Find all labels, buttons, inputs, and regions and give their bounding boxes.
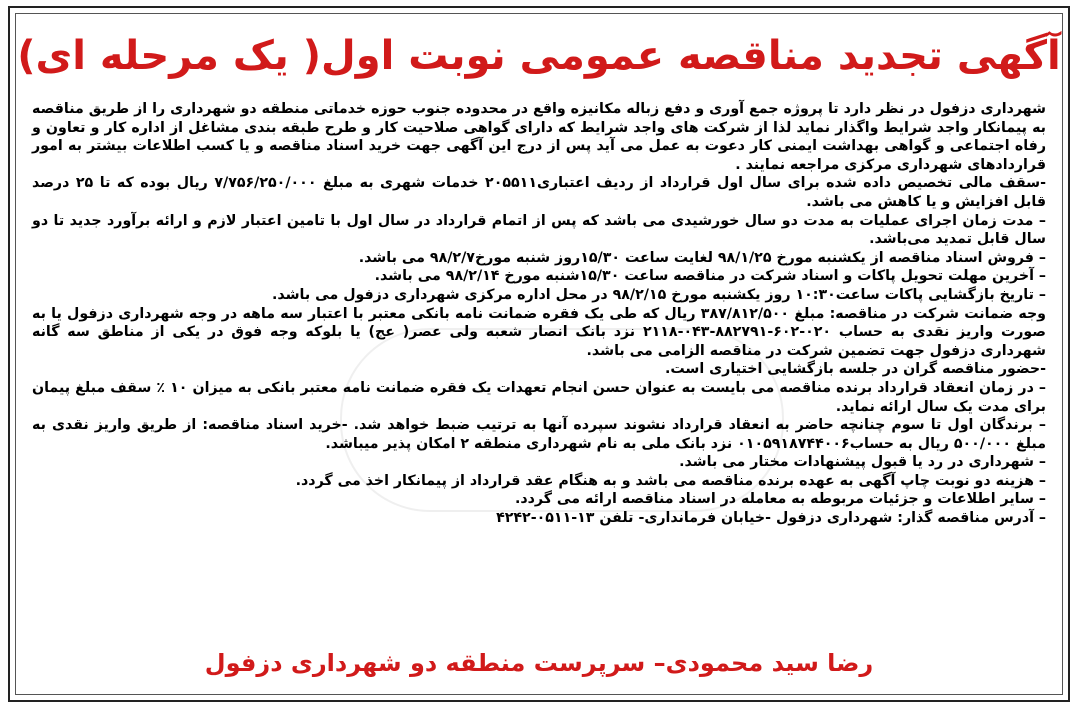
signature-line: رضا سید محمودی– سرپرست منطقه دو شهرداری دزفول: [204, 649, 874, 677]
paragraph-winners: – برندگان اول تا سوم چنانچه حاضر به انعقاد قرارداد نشوند سپرده آنها به ترتیب ضبط خواهد شد. -خرید اسناد مناقصه: از طریق واریز نقدی به مبلغ ۵۰۰/۰۰۰ ریال به حساب۰۱۰۵۹۱۸۷۴۴۰۰۶ نزد بانک ملی به نام شهرداری منطقه ۲ امکان پذیر میباشد.: [32, 417, 1046, 452]
paragraph-performance-bond: – در زمان انعقاد قرارداد برنده مناقصه می بایست به عنوان حسن انجام تعهدات یک فقره ضمانت نامه معتبر بانکی به میزان ۱۰ ٪ سقف مبلغ پیمان برای مدت یک سال ارائه نماید.: [32, 379, 1046, 415]
paragraph-duration: – مدت زمان اجرای عملیات به مدت دو سال خورشیدی می باشد که پس از اتمام قرارداد در سال اول با تامین اعتبار لازم و ارائه برآورد جدید تا دو سال قابل تمدید می‌باشد.: [32, 212, 1046, 248]
paragraph-rights: – شهرداری در رد یا قبول پیشنهادات مختار می باشد.: [679, 454, 1046, 471]
paragraph-deadline: – آخرین مهلت تحویل پاکات و اسناد شرکت در مناقصه ساعت ۱۵/۳۰شنبه مورخ ۹۸/۲/۱۴ می باشد.: [374, 268, 1046, 285]
paragraph-opening: – تاریخ بازگشایی پاکات ساعت۱۰:۳۰ روز یکشنبه مورخ ۹۸/۲/۱۵ در محل اداره مرکزی شهرداری دزفول می باشد.: [271, 286, 1046, 303]
paragraph-other-info: – سایر اطلاعات و جزئیات مربوطه به معامله در اسناد مناقصه ارائه می گردد.: [514, 491, 1046, 508]
paragraph-budget: -سقف مالی تخصیص داده شده برای سال اول قرارداد از ردیف اعتباری۲۰۵۵۱۱ خدمات شهری به مبلغ ۷/۷۵۶/۲۵۰/۰۰۰ ریال بوده که تا ۲۵ درصد قابل افزایش و یا کاهش می باشد.: [32, 175, 1047, 210]
notice-title: آگهی تجدید مناقصه عمومی نوبت اول( یک مرحله ای): [17, 33, 1061, 79]
paragraph-intro: شهرداری دزفول در نظر دارد تا پروژه جمع آوری و دفع زباله مکانیزه واقع در محدوده جنوب حوزه خدماتی منطقه دو شهرداری را از طریق مناقصه به پیمانکار واجد شرایط واگذار نماید لذا از شرکت های واجد شرایط که دارای گواهی صلاحیت کار و طرح طبقه بندی مشاغل از اداره کار و تعاون و رفاه اجتماعی و گواهی بهداشت ایمنی کار دعوت به عمل می آید پس از درج این آگهی جهت خرید اسناد مناقصه و یا کسب اطلاعات بیشتر به امور قراردادهای شهرداری مرکزی مراجعه نمایند .: [32, 101, 1046, 173]
paragraph-sale-dates: – فروش اسناد مناقصه از یکشنبه مورخ ۹۸/۱/۲۵ لغایت ساعت ۱۵/۳۰روز شنبه مورخ۹۸/۲/۷ می باشد.: [358, 249, 1046, 266]
paragraph-ad-cost: – هزینه دو نوبت چاپ آگهی به عهده برنده مناقصه می باشد و به هنگام عقد قرارداد از پیمانکار اخذ می گردد.: [295, 472, 1046, 489]
notice-frame: [8, 6, 1070, 702]
paragraph-attendance: -حضور مناقصه گران در جلسه بازگشایی اختیاری است.: [665, 361, 1046, 378]
paragraph-address: – آدرس مناقصه گذار: شهرداری دزفول -خیابان فرمانداری- تلفن ۱۳-۰۵۱۱-۴۲۴۲: [496, 510, 1046, 527]
paragraph-guarantee: وجه ضمانت شرکت در مناقصه: مبلغ ۳۸۷/۸۱۲/۵۰۰ ریال که طی یک فقره ضمانت نامه بانکی معتبر با اعتبار سه ماهه در وجه شهرداری دزفول یا به صورت واریز نقدی به حساب ۰۲۰-۶۰۲-۸۸۲۷۹۱-۰۴۳-۲۱۱۸ نزد بانک انصار شعبه ولی عصر( عج) یا بلوکه وجه فوق در یکی از مناطق سه گانه شهرداری دزفول جهت تضمین شرکت در مناقصه الزامی می باشد.: [32, 305, 1046, 359]
notice-body: [32, 100, 1046, 528]
